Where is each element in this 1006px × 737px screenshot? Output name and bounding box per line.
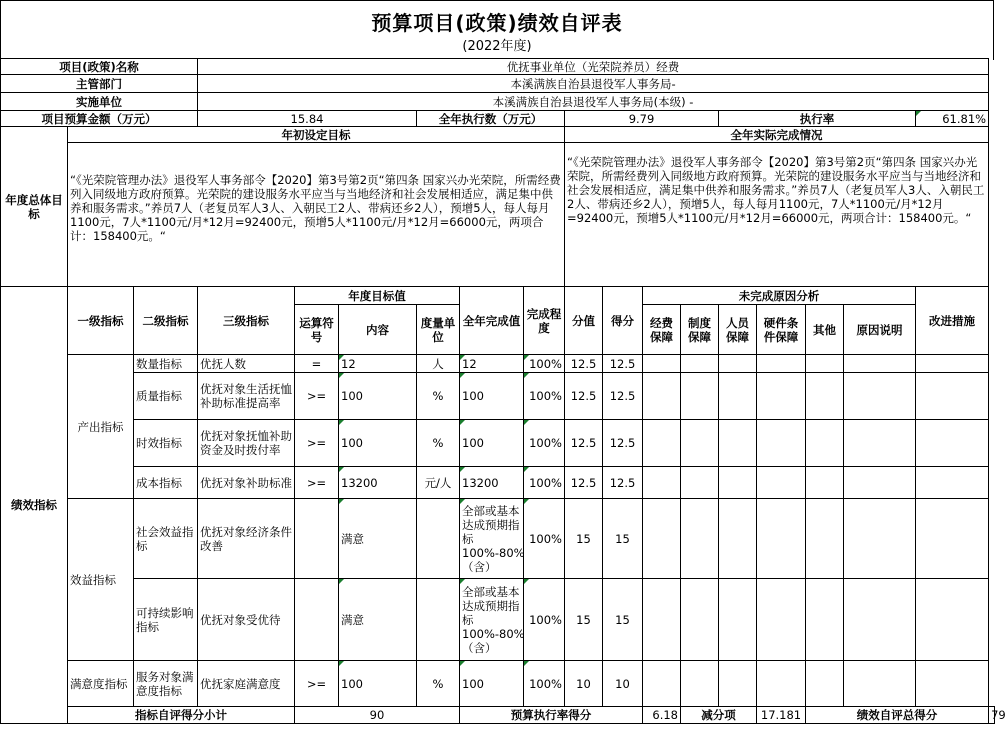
footer-row — [1, 707, 995, 724]
impl-row — [1, 93, 995, 111]
row-content: 满意 — [339, 499, 417, 579]
row-score: 10 — [603, 661, 643, 707]
year-target-header: 年度目标值 — [295, 287, 460, 305]
budget-rate-label: 预算执行率得分 — [460, 707, 643, 724]
project-label: 项目(政策)名称 — [1, 59, 198, 75]
row-unit: 人 — [417, 355, 460, 373]
row-l2: 服务对象满意度指标 — [134, 661, 198, 707]
goals-actual-text: “《光荣院管理办法》退役军人事务部令【2020】第3号第2页“第四条 国家兴办光荣院，所需经费列入同级地方政府预算。光荣院的建设服务水平应当与当地经济和社会发展相适应，满足集中供养和服务需求。”养员7人（老复员军人3人、入朝民工2人、带病还乡2人），预增5人，每人每月1100元，7人*1100元/月*12月=92400元，预增5人*1100元/月*12月=66000元，两项合计：158400元。“ — [565, 143, 989, 287]
budget-label: 项目预算金额（万元） — [1, 111, 198, 127]
impl-value: 本溪满族自治县退役军人事务局(本级) - — [198, 93, 989, 111]
row-op: >= — [295, 420, 339, 467]
row-content: 满意 — [339, 579, 417, 661]
table-row — [1, 661, 995, 707]
project-value: 优抚事业单位（光荣院养员）经费 — [198, 59, 989, 75]
score-header: 得分 — [603, 287, 643, 355]
row-score: 15 — [603, 579, 643, 661]
row-unit: % — [417, 420, 460, 467]
deduct-label: 减分项 — [681, 707, 757, 724]
group-output: 产出指标 — [68, 355, 134, 499]
perf-header-row-1 — [1, 287, 995, 305]
subtotal-value: 90 — [295, 707, 460, 724]
row-pct: 100% — [524, 661, 565, 707]
row-l2: 可持续影响指标 — [134, 579, 198, 661]
total-value: 79 — [989, 707, 995, 724]
row-score-value: 12.5 — [565, 355, 603, 373]
row-unit: % — [417, 661, 460, 707]
row-l2: 质量指标 — [134, 373, 198, 420]
level2-header: 二级指标 — [134, 287, 198, 355]
table-row — [1, 499, 995, 579]
exec-value: 9.79 — [565, 111, 719, 127]
row-pct: 100% — [524, 373, 565, 420]
goals-initial-text: “《光荣院管理办法》退役军人事务部令【2020】第3号第2页“第四条 国家兴办光荣院，所需经费列入同级地方政府预算。光荣院的建设服务水平应当与当地经济和社会发展相适应，满足集中供养和服务需求。”养员7人（老复员军人3人、入朝民工2人、带病还乡2人），预增5人，每人每月1100元，7人*1100元/月*12月=92400元，预增5人*1100元/月*12月=66000元，两项合计：158400元。“ — [68, 143, 565, 287]
level1-header: 一级指标 — [68, 287, 134, 355]
reason-header: 未完成原因分析 — [643, 287, 916, 305]
row-pct: 100% — [524, 579, 565, 661]
row-content: 100 — [339, 420, 417, 467]
group-satisfaction: 满意度指标 — [68, 661, 134, 707]
budget-rate-value: 6.18 — [643, 707, 681, 724]
row-op: >= — [295, 661, 339, 707]
dept-label: 主管部门 — [1, 75, 198, 93]
level3-header: 三级指标 — [198, 287, 295, 355]
row-l2: 时效指标 — [134, 420, 198, 467]
row-op: >= — [295, 467, 339, 499]
exec-label: 全年执行数（万元） — [417, 111, 565, 127]
row-score: 12.5 — [603, 355, 643, 373]
goals-actual-header: 全年实际完成情况 — [565, 127, 989, 143]
row-l3: 优抚家庭满意度 — [198, 661, 295, 707]
row-score-value: 15 — [565, 579, 603, 661]
reason-funding-header: 经费保障 — [643, 305, 681, 355]
row-score-value: 15 — [565, 499, 603, 579]
row-score-value: 12.5 — [565, 467, 603, 499]
reason-system-header: 制度保障 — [681, 305, 719, 355]
row-op — [295, 579, 339, 661]
row-pct: 100% — [524, 467, 565, 499]
operator-header: 运算符号 — [295, 305, 339, 355]
goals-initial-header: 年初设定目标 — [68, 127, 565, 143]
row-score: 12.5 — [603, 373, 643, 420]
row-l3: 优抚对象生活抚恤补助标准提高率 — [198, 373, 295, 420]
row-op — [295, 499, 339, 579]
completion-header: 完成程度 — [524, 287, 565, 355]
rate-label: 执行率 — [719, 111, 916, 127]
row-score: 15 — [603, 499, 643, 579]
row-pct: 100% — [524, 499, 565, 579]
dept-row — [1, 75, 995, 93]
row-score-value: 10 — [565, 661, 603, 707]
improve-header: 改进措施 — [916, 287, 989, 355]
row-content: 12 — [339, 355, 417, 373]
row-content: 13200 — [339, 467, 417, 499]
row-l3: 优抚对象抚恤补助资金及时拨付率 — [198, 420, 295, 467]
goals-section-label: 年度总体目标 — [1, 127, 68, 287]
row-l3: 优抚对象补助标准 — [198, 467, 295, 499]
row-unit: % — [417, 373, 460, 420]
row-op: = — [295, 355, 339, 373]
dept-value: 本溪满族自治县退役军人事务局- — [198, 75, 989, 93]
sheet-header — [0, 0, 994, 60]
row-l3: 优抚人数 — [198, 355, 295, 373]
row-l3: 优抚对象受优待 — [198, 579, 295, 661]
row-done: 全部或基本达成预期指标100%-80%（含） — [460, 499, 524, 579]
goals-header-row — [1, 127, 995, 143]
table-row — [1, 467, 995, 499]
row-done: 100 — [460, 420, 524, 467]
budget-value: 15.84 — [198, 111, 417, 127]
impl-label: 实施单位 — [1, 93, 198, 111]
row-score: 12.5 — [603, 420, 643, 467]
row-done: 100 — [460, 661, 524, 707]
row-unit — [417, 579, 460, 661]
row-done: 12 — [460, 355, 524, 373]
row-content: 100 — [339, 373, 417, 420]
reason-staff-header: 人员保障 — [719, 305, 757, 355]
row-unit: 元/人 — [417, 467, 460, 499]
row-done: 全部或基本达成预期指标100%-80%（含） — [460, 579, 524, 661]
subtotal-label: 指标自评得分小计 — [68, 707, 295, 724]
group-benefit: 效益指标 — [68, 499, 134, 661]
row-l2: 成本指标 — [134, 467, 198, 499]
reason-other-header: 其他 — [806, 305, 844, 355]
table-row — [1, 420, 995, 467]
row-score: 12.5 — [603, 467, 643, 499]
sheet-title: 预算项目(政策)绩效自评表 — [371, 11, 623, 35]
table-row — [1, 355, 995, 373]
unit-header: 度量单位 — [417, 305, 460, 355]
goals-text-row — [1, 143, 995, 287]
content-header: 内容 — [339, 305, 417, 355]
row-done: 13200 — [460, 467, 524, 499]
row-l2: 社会效益指标 — [134, 499, 198, 579]
sheet-year: (2022年度) — [462, 39, 532, 54]
row-pct: 100% — [524, 355, 565, 373]
row-score-value: 12.5 — [565, 373, 603, 420]
rate-value: 61.81% — [916, 111, 989, 127]
row-l3: 优抚对象经济条件改善 — [198, 499, 295, 579]
row-op: >= — [295, 373, 339, 420]
reason-hardware-header: 硬件条件保障 — [757, 305, 806, 355]
table-row — [1, 373, 995, 420]
deduct-value: 17.181 — [757, 707, 806, 724]
row-score-value: 12.5 — [565, 420, 603, 467]
score-value-header: 分值 — [565, 287, 603, 355]
reason-note-header: 原因说明 — [844, 305, 916, 355]
total-label: 绩效自评总得分 — [806, 707, 989, 724]
project-row — [1, 59, 995, 75]
row-unit — [417, 499, 460, 579]
evaluation-table — [0, 58, 1006, 724]
budget-row — [1, 111, 995, 127]
row-pct: 100% — [524, 420, 565, 467]
row-l2: 数量指标 — [134, 355, 198, 373]
perf-section-label: 绩效指标 — [1, 287, 68, 724]
row-content: 100 — [339, 661, 417, 707]
table-row — [1, 579, 995, 661]
annual-done-header: 全年完成值 — [460, 287, 524, 355]
row-done: 100 — [460, 373, 524, 420]
